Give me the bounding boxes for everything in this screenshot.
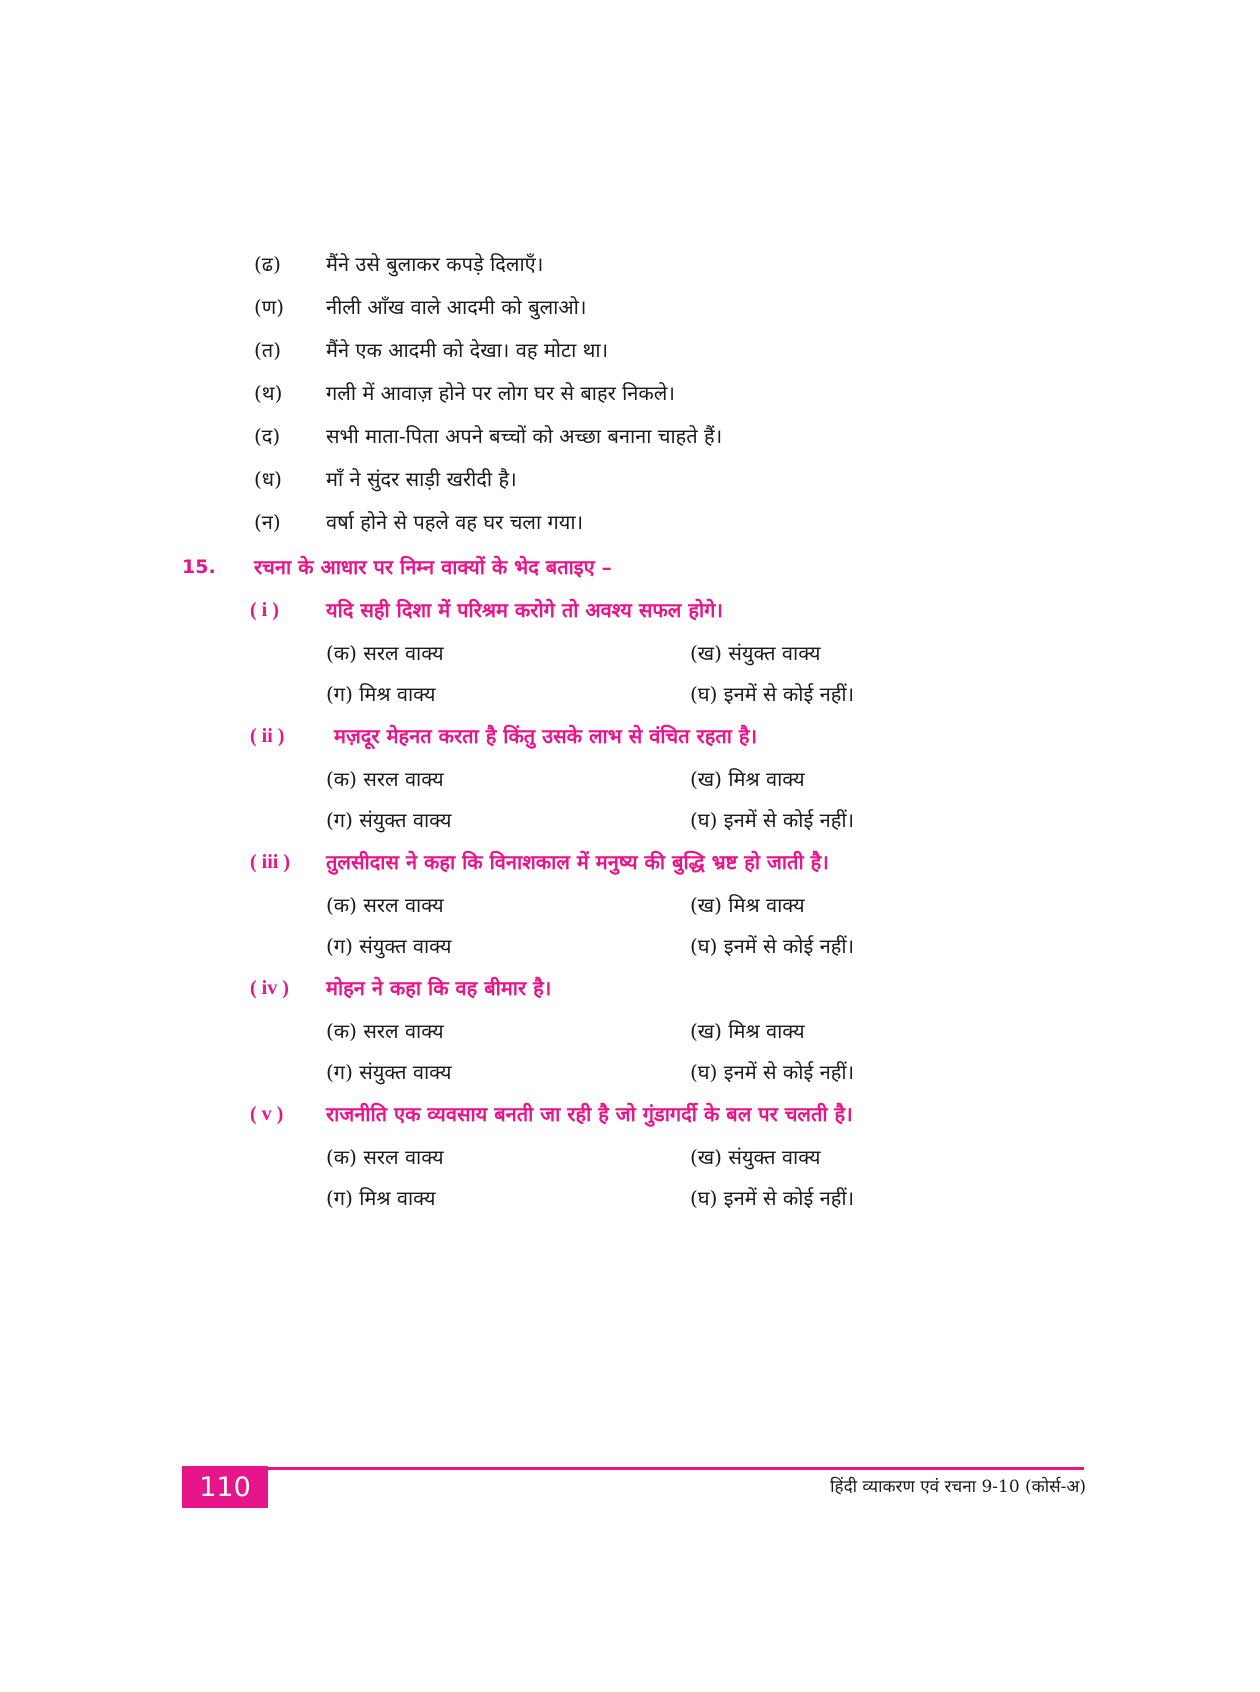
option: (घ) इनमें से कोई नहीं।: [690, 682, 855, 706]
item-label: (द): [254, 424, 281, 448]
sub-question-text: मज़दूर मेहनत करता है किंतु उसके लाभ से वंचित रहता है।: [334, 724, 758, 748]
footer-divider: [182, 1467, 1084, 1470]
option: (क) सरल वाक्य: [326, 1019, 444, 1043]
item-text: नीली आँख वाले आदमी को बुलाओ।: [326, 295, 587, 319]
item-label: (ढ): [254, 252, 281, 276]
option: (ख) मिश्र वाक्य: [690, 1019, 805, 1043]
page-number: 110: [182, 1466, 268, 1508]
sub-question-label: ( iii ): [250, 851, 290, 873]
option: (घ) इनमें से कोई नहीं।: [690, 1186, 855, 1210]
sub-question-text: राजनीति एक व्यवसाय बनती जा रही है जो गुंडागर्दी के बल पर चलती है।: [326, 1102, 853, 1126]
option: (क) सरल वाक्य: [326, 893, 444, 917]
item-text: मैंने एक आदमी को देखा। वह मोटा था।: [326, 338, 609, 362]
item-label: (ध): [254, 467, 282, 491]
sub-question-label: ( iv ): [250, 977, 289, 999]
sub-question-text: यदि सही दिशा में परिश्रम करोगे तो अवश्य सफल होगे।: [326, 598, 723, 622]
option: (क) सरल वाक्य: [326, 641, 444, 665]
option: (ग) मिश्र वाक्य: [326, 682, 436, 706]
sub-question-label: ( ii ): [250, 725, 285, 747]
item-label: (ण): [254, 295, 285, 319]
item-text: वर्षा होने से पहले वह घर चला गया।: [326, 510, 584, 534]
option: (ग) संयुक्त वाक्य: [326, 934, 452, 958]
option: (ग) संयुक्त वाक्य: [326, 808, 452, 832]
option: (घ) इनमें से कोई नहीं।: [690, 808, 855, 832]
question-text: रचना के आधार पर निम्न वाक्यों के भेद बताइए –: [254, 555, 612, 579]
item-text: सभी माता-पिता अपने बच्चों को अच्छा बनाना चाहते हैं।: [326, 424, 723, 448]
item-text: माँ ने सुंदर साड़ी खरीदी है।: [326, 467, 517, 491]
option: (ख) मिश्र वाक्य: [690, 767, 805, 791]
option: (ग) मिश्र वाक्य: [326, 1186, 436, 1210]
item-label: (त): [254, 338, 282, 362]
option: (क) सरल वाक्य: [326, 767, 444, 791]
item-label: (थ): [254, 381, 283, 405]
item-text: गली में आवाज़ होने पर लोग घर से बाहर निकले।: [326, 381, 675, 405]
sub-question-label: ( i ): [250, 599, 279, 621]
option: (ख) मिश्र वाक्य: [690, 893, 805, 917]
option: (घ) इनमें से कोई नहीं।: [690, 1060, 855, 1084]
book-title: हिंदी व्याकरण एवं रचना 9-10 (कोर्स-अ): [830, 1477, 1086, 1497]
option: (घ) इनमें से कोई नहीं।: [690, 934, 855, 958]
question-number: 15.: [182, 556, 216, 578]
sub-question-text: तुलसीदास ने कहा कि विनाशकाल में मनुष्य की बुद्धि भ्रष्ट हो जाती है।: [326, 850, 829, 874]
sub-question-text: मोहन ने कहा कि वह बीमार है।: [326, 976, 552, 1000]
option: (ख) संयुक्त वाक्य: [690, 641, 821, 665]
option: (ख) संयुक्त वाक्य: [690, 1145, 821, 1169]
option: (क) सरल वाक्य: [326, 1145, 444, 1169]
item-label: (न): [254, 510, 281, 534]
item-text: मैंने उसे बुलाकर कपड़े दिलाएँ।: [326, 252, 544, 276]
sub-question-label: ( v ): [250, 1103, 284, 1125]
option: (ग) संयुक्त वाक्य: [326, 1060, 452, 1084]
